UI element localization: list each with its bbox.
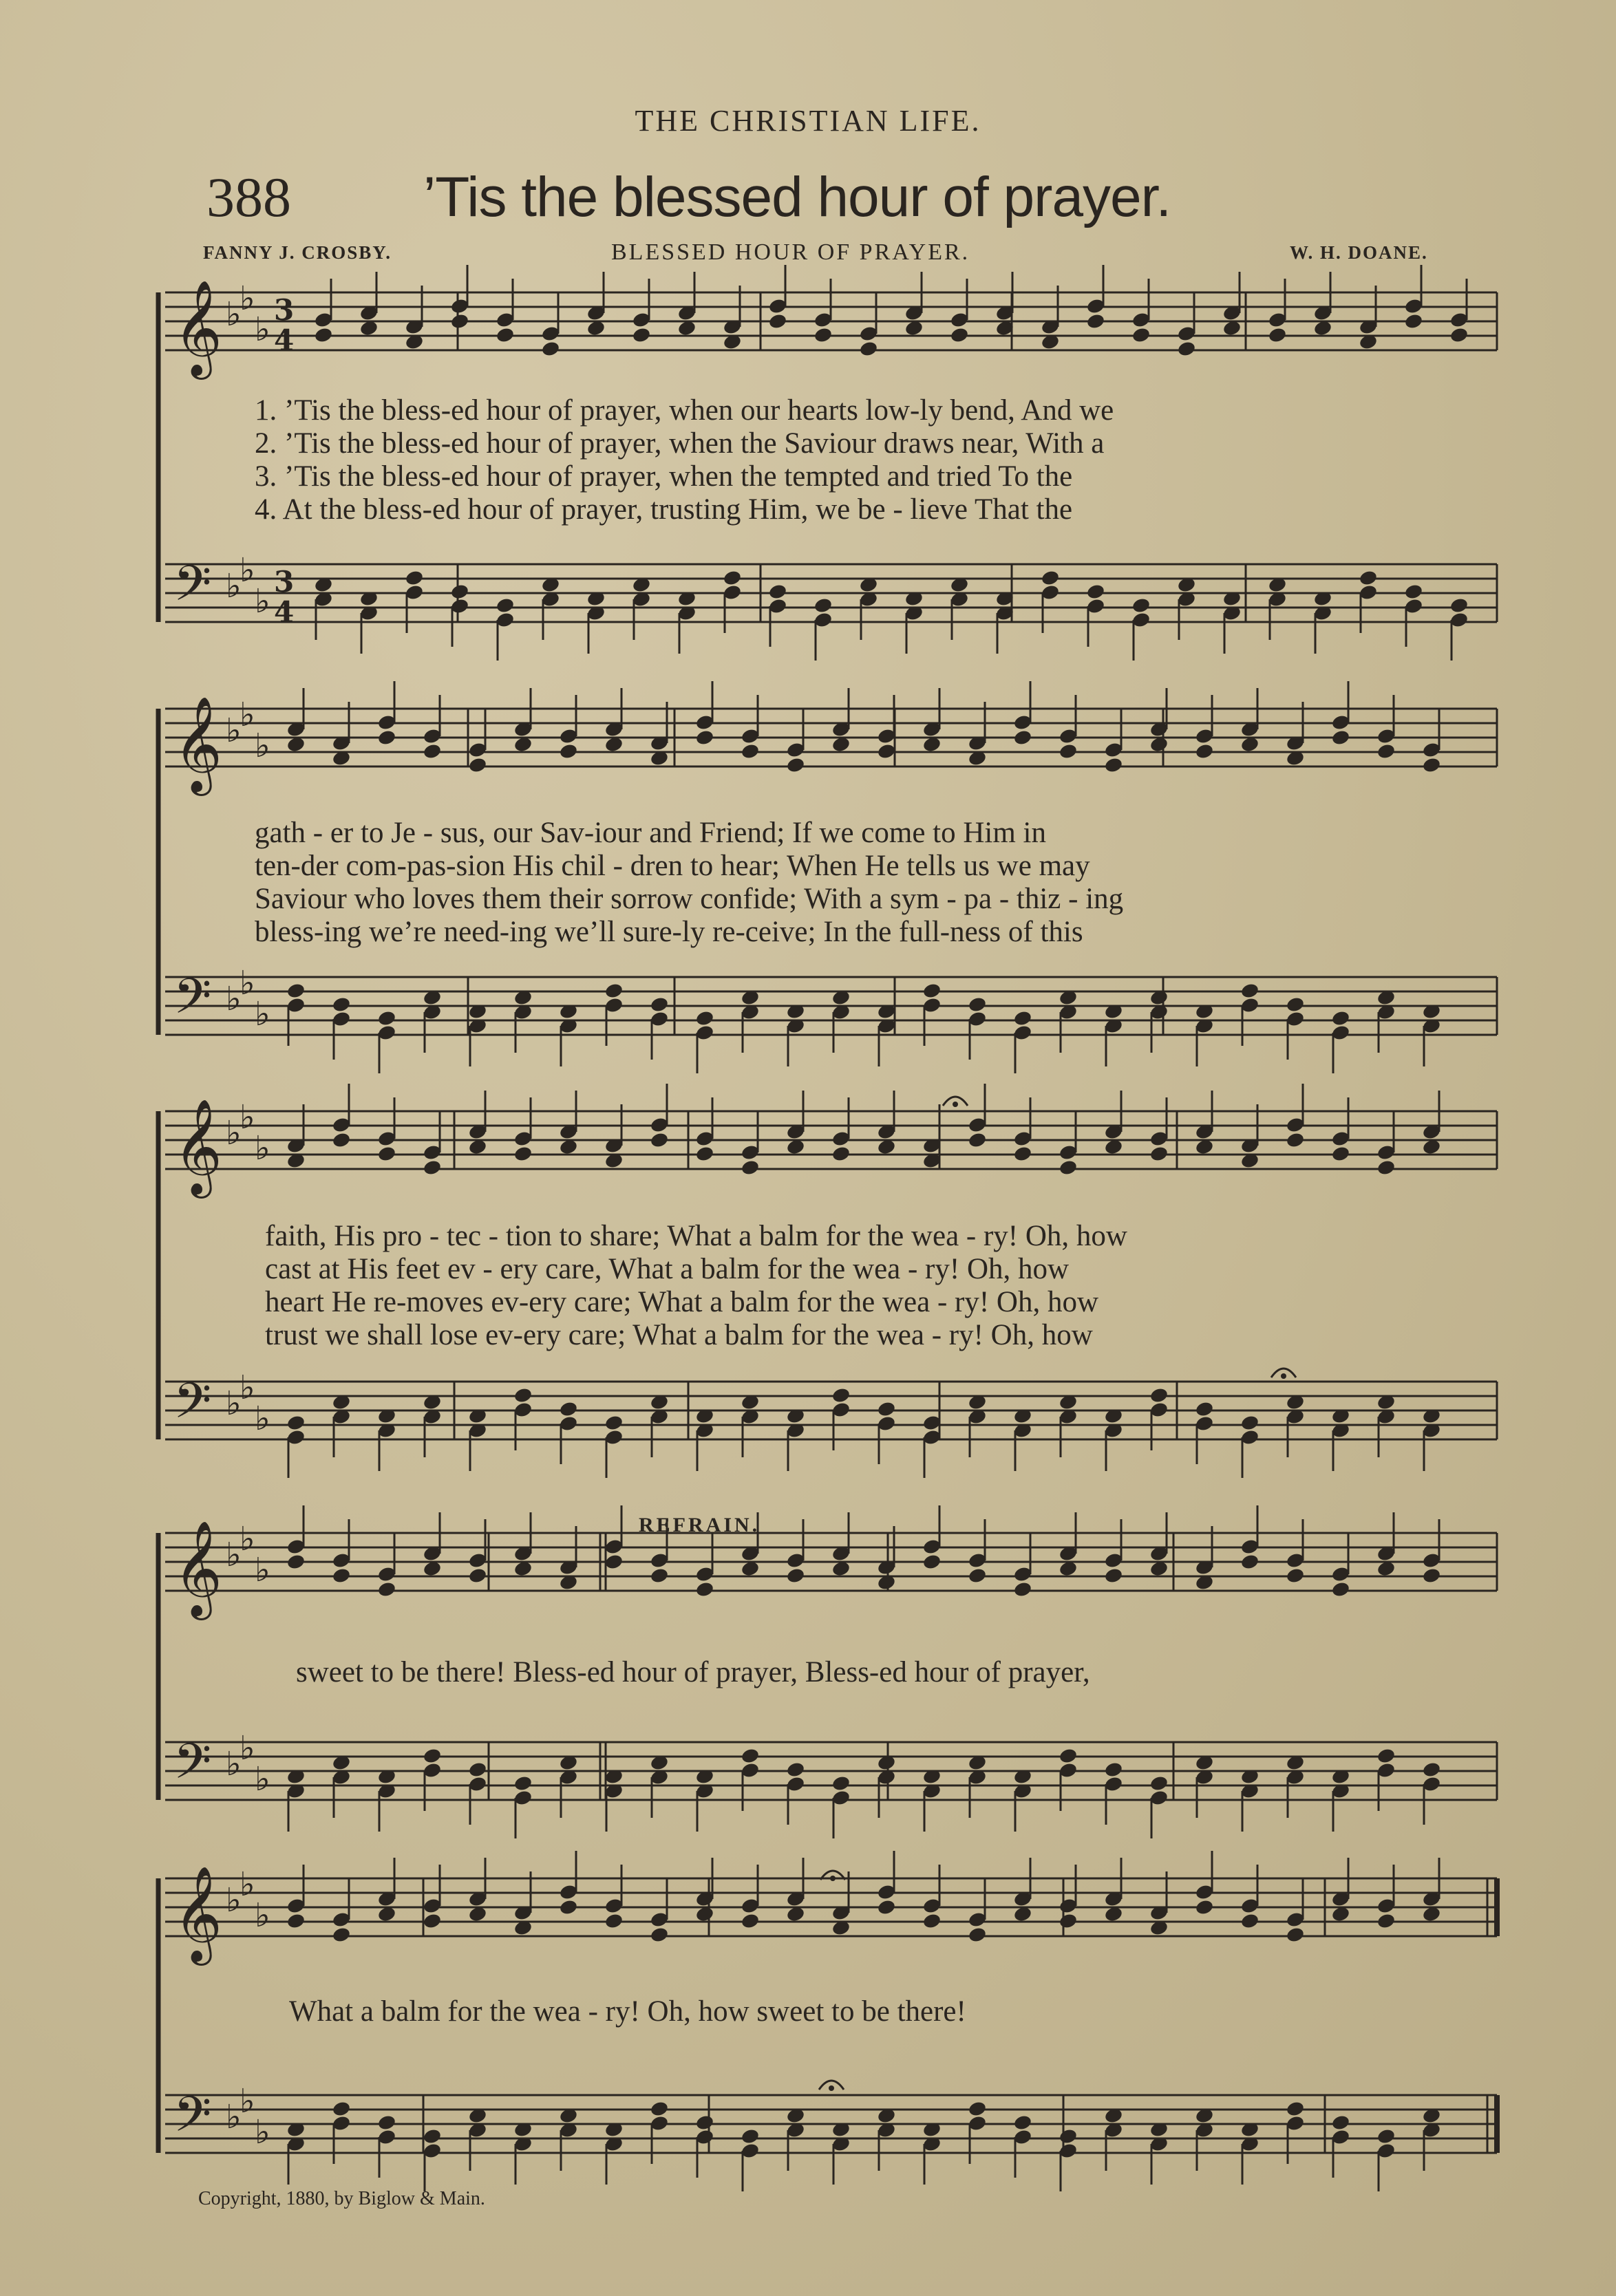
note-head bbox=[768, 583, 788, 600]
note-head bbox=[541, 340, 561, 357]
note-head bbox=[496, 326, 515, 343]
note-head bbox=[1376, 1912, 1396, 1929]
flat-sign-icon: ♭ bbox=[226, 567, 242, 605]
lyric-line: 4. At the bless-ed hour of prayer, trusting Him, we be - lieve That the bbox=[255, 493, 1073, 526]
note-head bbox=[1195, 1400, 1215, 1417]
note-head bbox=[650, 2100, 670, 2117]
lyric-line: ten-der com-pas-sion His chil - dren to hear; When He tells us we may bbox=[255, 850, 1090, 882]
flat-sign-icon: ♭ bbox=[240, 551, 255, 590]
note-head bbox=[831, 1774, 851, 1792]
flat-sign-icon: ♭ bbox=[255, 1551, 270, 1589]
note-head bbox=[877, 1898, 897, 1916]
flat-sign-icon: ♭ bbox=[226, 1536, 242, 1574]
note-head bbox=[423, 1912, 443, 1929]
note-head bbox=[695, 1580, 715, 1598]
note-head bbox=[1331, 729, 1351, 746]
fermata-dot bbox=[953, 1102, 958, 1107]
note-head bbox=[423, 1747, 443, 1764]
author-credit: FANNY J. CROSBY. bbox=[203, 242, 392, 263]
note-head bbox=[814, 326, 833, 343]
treble-clef-icon: 𝄞 bbox=[173, 280, 222, 376]
note-head bbox=[1041, 569, 1061, 586]
note-head bbox=[1376, 1747, 1396, 1764]
lyric-line: bless-ing we’re need-ing we’ll sure-ly re-ceive; In the full-ness of this bbox=[255, 916, 1083, 948]
hymn-title: ’Tis the blessed hour of prayer. bbox=[423, 166, 1171, 228]
note-head bbox=[650, 1131, 670, 1148]
treble-clef-icon: 𝄞 bbox=[173, 1099, 222, 1194]
note-head bbox=[1449, 597, 1469, 614]
bass-clef-icon: 𝄢 bbox=[173, 1373, 212, 1441]
note-head bbox=[695, 1009, 715, 1027]
note-head bbox=[1059, 742, 1078, 760]
lyric-line: 1. ’Tis the bless-ed hour of prayer, when our hearts low-ly bend, And we bbox=[255, 394, 1114, 427]
note-head bbox=[650, 996, 670, 1013]
time-signature-bottom: 4 bbox=[274, 595, 295, 629]
flat-sign-icon: ♭ bbox=[226, 711, 242, 750]
flat-sign-icon: ♭ bbox=[240, 964, 255, 1002]
treble-clef-icon: 𝄞 bbox=[173, 696, 222, 792]
note-head bbox=[1104, 1567, 1124, 1584]
note-head bbox=[1149, 1145, 1169, 1162]
copyright-notice: Copyright, 1880, by Biglow & Main. bbox=[198, 2188, 485, 2209]
note-head bbox=[332, 996, 352, 1013]
note-head bbox=[450, 312, 470, 330]
time-signature-bottom: 4 bbox=[274, 323, 295, 357]
lyric-line: gath - er to Je - sus, our Sav-iour and Friend; If we come to Him in bbox=[255, 817, 1046, 849]
note-head bbox=[450, 583, 470, 600]
time-signature-top: 3 bbox=[274, 565, 295, 599]
note-head bbox=[1013, 1009, 1033, 1027]
note-head bbox=[332, 1926, 352, 1943]
note-head bbox=[377, 1009, 397, 1027]
note-head bbox=[1013, 1145, 1033, 1162]
note-head bbox=[1104, 1761, 1124, 1778]
lyric-line: Saviour who loves them their sorrow confide; With a sym - pa - thiz - ing bbox=[255, 883, 1124, 915]
flat-sign-icon: ♭ bbox=[226, 980, 242, 1018]
note-head bbox=[1286, 1567, 1306, 1584]
note-head bbox=[1449, 326, 1469, 343]
note-head bbox=[513, 1145, 533, 1162]
note-head bbox=[1268, 326, 1288, 343]
note-head bbox=[695, 1145, 715, 1162]
note-head bbox=[332, 1567, 352, 1584]
flat-sign-icon: ♭ bbox=[255, 995, 270, 1033]
note-head bbox=[559, 742, 579, 760]
note-head bbox=[1059, 1747, 1078, 1764]
note-head bbox=[286, 1414, 306, 1431]
note-head bbox=[741, 742, 761, 760]
note-head bbox=[513, 1386, 533, 1404]
note-head bbox=[695, 729, 715, 746]
note-head bbox=[286, 982, 306, 999]
flat-sign-icon: ♭ bbox=[240, 279, 255, 318]
flat-sign-icon: ♭ bbox=[226, 2098, 242, 2136]
lyric-line: faith, His pro - tec - tion to share; What a balm for the wea - ry! Oh, how bbox=[265, 1220, 1127, 1252]
note-head bbox=[1059, 1159, 1078, 1176]
note-head bbox=[1286, 1131, 1306, 1148]
note-head bbox=[968, 1131, 988, 1148]
flat-sign-icon: ♭ bbox=[255, 2113, 270, 2152]
note-head bbox=[632, 326, 652, 343]
note-head bbox=[1149, 1386, 1169, 1404]
note-head bbox=[922, 1553, 942, 1570]
note-head bbox=[968, 1567, 988, 1584]
note-head bbox=[377, 1145, 397, 1162]
lyric-line: 2. ’Tis the bless-ed hour of prayer, when the Saviour draws near, With a bbox=[255, 427, 1105, 460]
note-head bbox=[1240, 1414, 1260, 1431]
note-head bbox=[423, 1159, 443, 1176]
flat-sign-icon: ♭ bbox=[255, 727, 270, 765]
lyric-line: trust we shall lose ev-ery care; What a balm for the wea - ry! Oh, how bbox=[265, 1319, 1093, 1351]
note-head bbox=[604, 982, 624, 999]
note-head bbox=[377, 1580, 397, 1598]
treble-clef-icon: 𝄞 bbox=[173, 1866, 222, 1962]
flat-sign-icon: ♭ bbox=[226, 1745, 242, 1783]
note-head bbox=[1286, 996, 1306, 1013]
flat-sign-icon: ♭ bbox=[240, 696, 255, 734]
note-head bbox=[723, 569, 743, 586]
lyric-line: cast at His feet ev - ery care, What a balm for the wea - ry! Oh, how bbox=[265, 1253, 1070, 1285]
flat-sign-icon: ♭ bbox=[226, 1881, 242, 1920]
flat-sign-icon: ♭ bbox=[255, 1896, 270, 1935]
bass-clef-icon: 𝄢 bbox=[173, 555, 212, 624]
flat-sign-icon: ♭ bbox=[226, 1114, 242, 1152]
note-head bbox=[922, 1912, 942, 1929]
hymn-number: 388 bbox=[206, 166, 291, 228]
note-head bbox=[1013, 2114, 1033, 2131]
note-head bbox=[1195, 742, 1215, 760]
note-head bbox=[741, 1912, 761, 1929]
note-head bbox=[695, 2114, 715, 2131]
lyric-line: heart He re-moves ev-ery care; What a balm for the wea - ry! Oh, how bbox=[265, 1286, 1099, 1318]
note-head bbox=[1404, 312, 1424, 330]
note-head bbox=[1331, 1145, 1351, 1162]
note-head bbox=[1013, 1580, 1033, 1598]
flat-sign-icon: ♭ bbox=[240, 1098, 255, 1137]
note-head bbox=[1422, 756, 1442, 773]
note-head bbox=[1195, 1898, 1215, 1916]
note-head bbox=[513, 1774, 533, 1792]
note-head bbox=[604, 1912, 624, 1929]
composer-credit: W. H. DOANE. bbox=[1290, 242, 1428, 263]
bass-clef-icon: 𝄢 bbox=[173, 2086, 212, 2155]
note-head bbox=[1104, 756, 1124, 773]
note-head bbox=[1286, 1926, 1306, 1943]
flat-sign-icon: ♭ bbox=[240, 1729, 255, 1768]
treble-clef-icon: 𝄞 bbox=[173, 1521, 222, 1616]
flat-sign-icon: ♭ bbox=[255, 1129, 270, 1168]
fermata-dot bbox=[830, 1876, 836, 1881]
note-head bbox=[468, 756, 488, 773]
note-head bbox=[1240, 1553, 1260, 1570]
note-head bbox=[496, 597, 515, 614]
note-head bbox=[1149, 1774, 1169, 1792]
note-head bbox=[786, 1761, 806, 1778]
note-head bbox=[786, 1567, 806, 1584]
bass-clef-icon: 𝄢 bbox=[173, 968, 212, 1037]
note-head bbox=[859, 340, 879, 357]
note-head bbox=[650, 1926, 670, 1943]
note-head bbox=[1376, 742, 1396, 760]
refrain-label: REFRAIN. bbox=[639, 1514, 761, 1536]
note-head bbox=[1404, 583, 1424, 600]
note-head bbox=[559, 1898, 579, 1916]
flat-sign-icon: ♭ bbox=[240, 1865, 255, 1904]
note-head bbox=[1131, 326, 1151, 343]
note-head bbox=[877, 742, 897, 760]
note-head bbox=[741, 1747, 761, 1764]
lyric-line: sweet to be there! Bless-ed hour of prayer, Bless-ed hour of prayer, bbox=[296, 1656, 1090, 1688]
note-head bbox=[1131, 597, 1151, 614]
lyric-line: 3. ’Tis the bless-ed hour of prayer, when the tempted and tried To the bbox=[255, 460, 1073, 493]
note-head bbox=[405, 569, 425, 586]
flat-sign-icon: ♭ bbox=[255, 582, 270, 621]
section-header: THE CHRISTIAN LIFE. bbox=[635, 104, 981, 138]
note-head bbox=[1331, 2114, 1351, 2131]
lyric-line: What a balm for the wea - ry! Oh, how sweet to be there! bbox=[289, 1995, 966, 2028]
note-head bbox=[831, 1145, 851, 1162]
flat-sign-icon: ♭ bbox=[240, 1369, 255, 1407]
note-head bbox=[1331, 1580, 1351, 1598]
note-head bbox=[814, 597, 833, 614]
note-head bbox=[968, 2100, 988, 2117]
note-head bbox=[468, 1567, 488, 1584]
note-head bbox=[650, 1567, 670, 1584]
flat-sign-icon: ♭ bbox=[226, 1384, 242, 1423]
note-head bbox=[468, 1761, 488, 1778]
note-head bbox=[377, 2114, 397, 2131]
note-head bbox=[1376, 2127, 1396, 2145]
note-head bbox=[1177, 340, 1197, 357]
note-head bbox=[1376, 1159, 1396, 1176]
note-head bbox=[286, 1912, 306, 1929]
note-head bbox=[1286, 2100, 1306, 2117]
note-head bbox=[786, 756, 806, 773]
note-head bbox=[377, 729, 397, 746]
note-head bbox=[877, 1400, 897, 1417]
time-signature-top: 3 bbox=[274, 293, 295, 327]
note-head bbox=[1086, 583, 1106, 600]
note-head bbox=[1059, 1912, 1078, 1929]
note-head bbox=[1240, 982, 1260, 999]
flat-sign-icon: ♭ bbox=[255, 1760, 270, 1799]
note-head bbox=[831, 1386, 851, 1404]
note-head bbox=[1240, 1912, 1260, 1929]
note-head bbox=[1086, 312, 1106, 330]
note-head bbox=[1331, 1009, 1351, 1027]
note-head bbox=[1359, 569, 1379, 586]
bass-clef-icon: 𝄢 bbox=[173, 1733, 212, 1802]
note-head bbox=[332, 2100, 352, 2117]
note-head bbox=[286, 1553, 306, 1570]
note-head bbox=[1013, 729, 1033, 746]
note-head bbox=[950, 326, 970, 343]
note-head bbox=[604, 1414, 624, 1431]
note-head bbox=[423, 2127, 443, 2145]
note-head bbox=[314, 326, 334, 343]
note-head bbox=[1059, 2127, 1078, 2145]
flat-sign-icon: ♭ bbox=[255, 1399, 270, 1438]
note-head bbox=[968, 996, 988, 1013]
note-head bbox=[768, 312, 788, 330]
note-head bbox=[1422, 1761, 1442, 1778]
note-head bbox=[922, 982, 942, 999]
note-head bbox=[1422, 1567, 1442, 1584]
flat-sign-icon: ♭ bbox=[240, 2082, 255, 2121]
note-head bbox=[741, 1159, 761, 1176]
note-head bbox=[604, 1553, 624, 1570]
flat-sign-icon: ♭ bbox=[226, 295, 242, 334]
fermata-dot bbox=[829, 2085, 834, 2091]
note-head bbox=[968, 1926, 988, 1943]
flat-sign-icon: ♭ bbox=[240, 1520, 255, 1558]
flat-sign-icon: ♭ bbox=[255, 310, 270, 349]
tune-name: BLESSED HOUR OF PRAYER. bbox=[611, 239, 970, 265]
note-head bbox=[559, 1400, 579, 1417]
fermata-dot bbox=[1281, 1373, 1286, 1379]
note-head bbox=[423, 742, 443, 760]
note-head bbox=[332, 1131, 352, 1148]
note-head bbox=[741, 2127, 761, 2145]
